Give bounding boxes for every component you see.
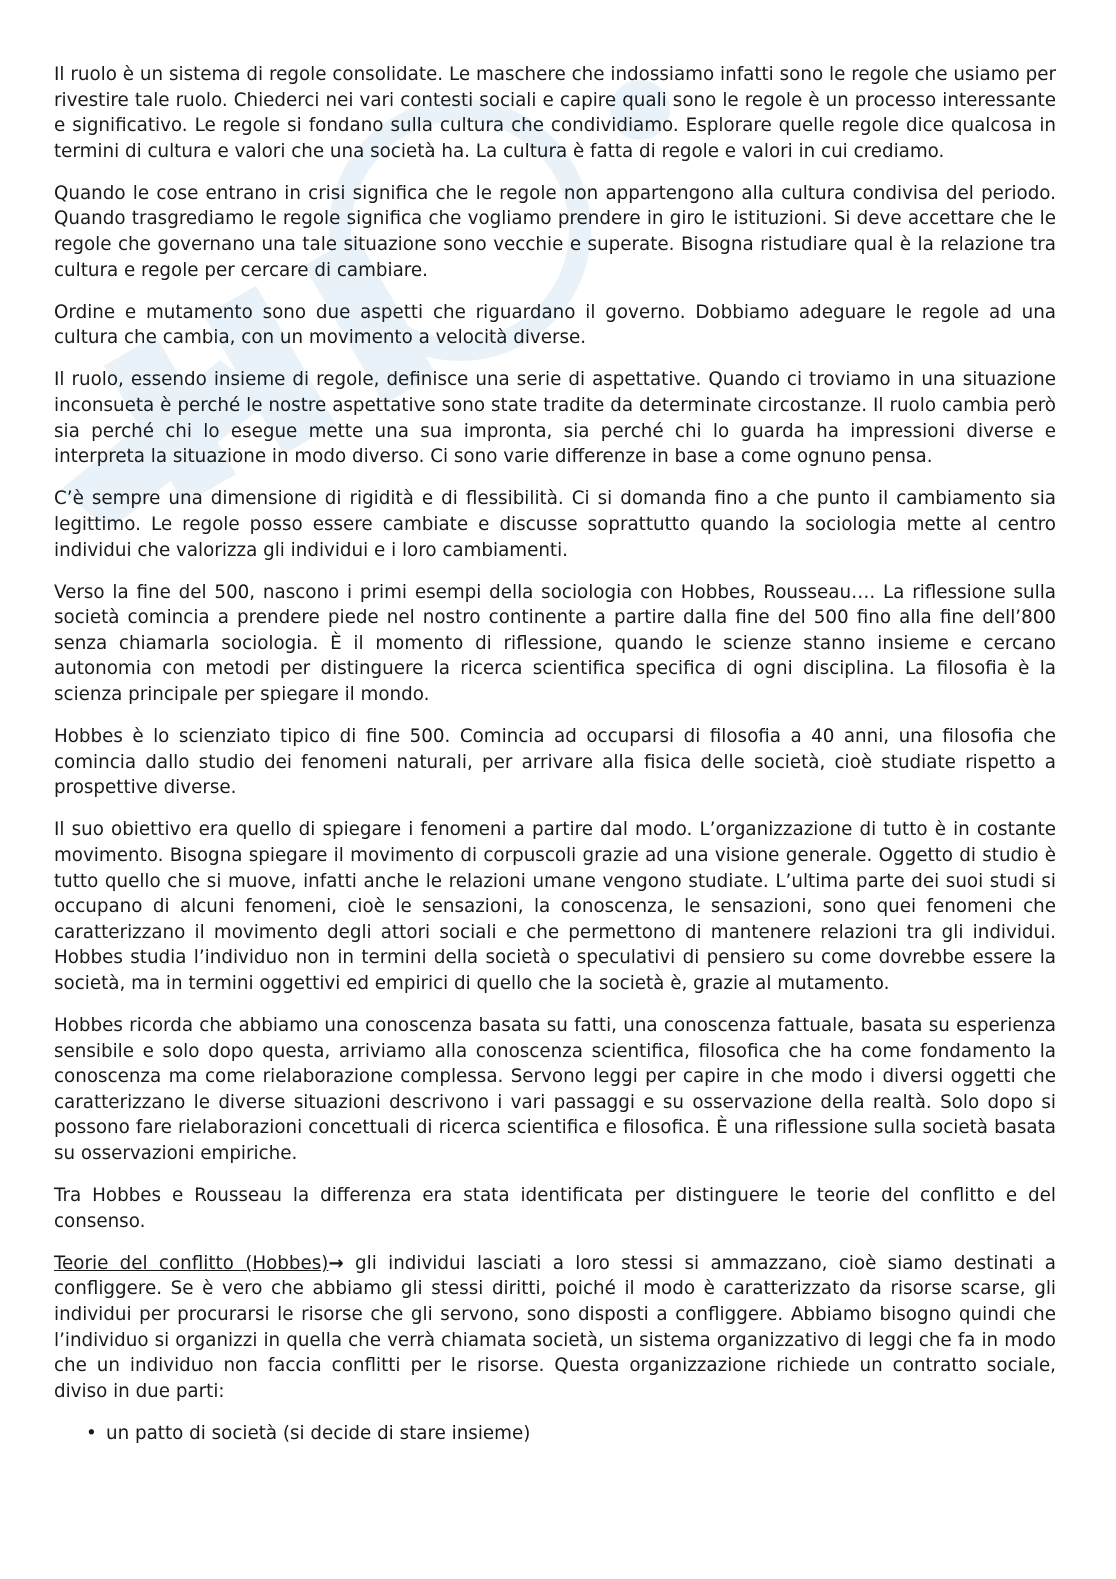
paragraph-10: Tra Hobbes e Rousseau la differenza era stata identificata per distinguere le teorie del conflitto e del consenso. [54, 1185, 1056, 1232]
conflict-text: gli individui lasciati a loro stessi si ammazzano, cioè siamo destinati a confliggere. Se è vero che abbiamo gli stessi diritti, poiché il modo è caratterizzato da risorse scarse, gli individui per procurarsi le risorse che gli servono, sono disposti a confliggere. Abbiamo bisogno quindi che l’individuo si organizzi in quella che verrà chiamata società, un sistema organizzativo di leggi che fa in modo che un individuo non faccia conflitti per le risorse. Questa organizzazione richiede un contratto sociale, diviso in due parti: [54, 1252, 1056, 1402]
paragraph-8: Il suo obiettivo era quello di spiegare i fenomeni a partire dal modo. L’organizzazione di tutto è in costante movimento. Bisogna spiegare il movimento di corpuscoli grazie ad una visione generale. Oggetto di studio è tutto quello che si muove, infatti anche le relazioni umane vengono studiate. L’ultima parte dei suoi studi si occupano di alcuni fenomeni, cioè le sensazioni, la conoscenza, le sensazioni, sono quei fenomeni che caratterizzano il movimento degli attori sociali e che permettono di mantenere relazioni tra gli individui. Hobbes studia l’individuo non in termini della società o speculativi di pensiero su come dovrebbe essere la società, ma in termini oggettivi ed empirici di quello che la società è, grazie al mutamento. [54, 819, 1056, 994]
paragraph-2: Quando le cose entrano in crisi significa che le regole non appartengono alla cultura condivisa del periodo. Quando trasgrediamo le regole significa che vogliamo prendere in giro le istituzioni. Si deve accettare che le regole che governano una tale situazione sono vecchie e superate. Bisogna ristudiare qual è la relazione tra cultura e regole per cercare di cambiare. [54, 182, 1056, 281]
arrow-icon: → [328, 1252, 344, 1274]
conflict-heading: Teorie del conflitto (Hobbes) [54, 1252, 329, 1274]
paragraph-6: Verso la fine del 500, nascono i primi esempi della sociologia con Hobbes, Rousseau…. La riflessione sulla società comincia a prendere piede nel nostro continente a partire dalla fine del 500 fino alla fine dell’800 senza chiamarla sociologia. È il momento di riflessione, quando le scienze stanno insieme e cercano autonomia con metodi per distinguere la ricerca scientifica specifica di ogni disciplina. La filosofia è la scienza principale per spiegare il mondo. [54, 581, 1056, 705]
list-item: • un patto di società (si decide di stare insieme) [54, 1421, 1056, 1447]
conflict-paragraph [54, 1251, 1056, 1405]
paragraph-4: Il ruolo, essendo insieme di regole, definisce una serie di aspettative. Quando ci troviamo in una situazione inconsueta è perché le nostre aspettative sono state tradite da determinate circostanze. Il ruolo cambia però sia perché chi lo esegue mette una sua impronta, sia perché chi lo guarda ha impressioni diverse e interpreta la situazione in modo diverso. Ci sono varie differenze in base a come ognuno pensa. [54, 369, 1056, 468]
paragraph-1: Il ruolo è un sistema di regole consolidate. Le maschere che indossiamo infatti sono le regole che usiamo per rivestire tale ruolo. Chiederci nei vari contesti sociali e capire quali sono le regole è un processo interessante e significativo. Le regole si fondano sulla cultura che condividiamo. Esplorare quelle regole dice qualcosa in termini di cultura e valori che una società ha. La cultura è fatta di regole e valori in cui crediamo. [54, 64, 1056, 162]
paragraph-5: C’è sempre una dimensione di rigidità e di flessibilità. Ci si domanda fino a che punto il cambiamento sia legittimo. Le regole posso essere cambiate e discusse soprattutto quando la sociologia mette al centro individui che valorizza gli individui e i loro cambiamenti. [54, 488, 1056, 561]
paragraph-3: Ordine e mutamento sono due aspetti che riguardano il governo. Dobbiamo adeguare le regole ad una cultura che cambia, con un movimento a velocità diverse. [54, 301, 1056, 349]
bullet-list [54, 1421, 1056, 1447]
paragraph-9: Hobbes ricorda che abbiamo una conoscenza basata su fatti, una conoscenza fattuale, basata su esperienza sensibile e solo dopo questa, arriviamo alla conoscenza scientifica, filosofica che ha come fondamento la conoscenza ma come rielaborazione complessa. Servono leggi per capire in che modo i diversi oggetti che caratterizzano le diverse situazioni descrivono i vari passaggi e su osservazione della realtà. Solo dopo si possono fare rielaborazioni concettuali di ricerca scientifica e filosofica. È una riflessione sulla società basata su osservazioni empiriche. [54, 1015, 1056, 1164]
paragraph-7: Hobbes è lo scienziato tipico di fine 500. Comincia ad occuparsi di filosofia a 40 anni, una filosofia che comincia dallo studio dei fenomeni naturali, per arrivare alla fisica delle società, cioè studiate rispetto a prospettive diverse. [54, 726, 1056, 799]
document-page [54, 62, 1056, 1446]
